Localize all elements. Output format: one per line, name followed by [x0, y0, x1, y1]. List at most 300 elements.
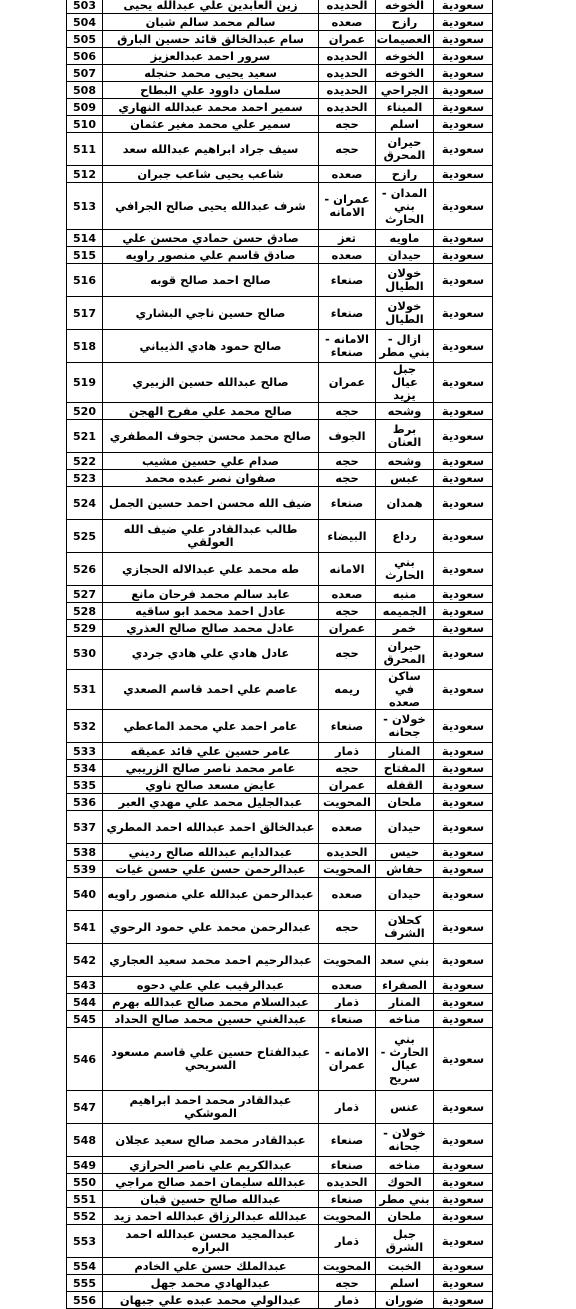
- governorate-cell: صنعاء: [319, 297, 376, 330]
- governorate-cell: حجه: [319, 470, 376, 487]
- governorate-cell: صعده: [319, 586, 376, 603]
- country-cell: سعودية: [434, 1208, 493, 1225]
- person-name-cell: عبدالرحمن محمد علي حمود الرحوي: [103, 911, 319, 944]
- row-number-cell: 551: [67, 1191, 103, 1208]
- governorate-cell: عمران - الامانه: [319, 183, 376, 230]
- governorate-cell: المحويت: [319, 1208, 376, 1225]
- country-cell: سعودية: [434, 620, 493, 637]
- governorate-cell: المحويت: [319, 861, 376, 878]
- country-cell: سعودية: [434, 710, 493, 743]
- district-cell: الجميمه: [376, 603, 434, 620]
- row-number-cell: 524: [67, 487, 103, 520]
- person-name-cell: عبدالهادي محمد جهل: [103, 1275, 319, 1292]
- district-cell: الخوخه: [376, 48, 434, 65]
- district-cell: ملحان: [376, 794, 434, 811]
- table-row: [67, 470, 493, 487]
- table-row: [67, 1174, 493, 1191]
- person-name-cell: سام عبدالخالق قائد حسين البارق: [103, 31, 319, 48]
- row-number-cell: 505: [67, 31, 103, 48]
- row-number-cell: 511: [67, 133, 103, 166]
- district-cell: كحلان الشرف: [376, 911, 434, 944]
- table-row: [67, 811, 493, 844]
- person-name-cell: صالح احمد صالح قوبه: [103, 264, 319, 297]
- table-row: [67, 31, 493, 48]
- country-cell: سعودية: [434, 1292, 493, 1309]
- country-cell: سعودية: [434, 670, 493, 710]
- table-row: [67, 1191, 493, 1208]
- table-row: [67, 637, 493, 670]
- row-number-cell: 538: [67, 844, 103, 861]
- person-name-cell: عايض مسعد صالح ناوي: [103, 777, 319, 794]
- district-cell: حيدان: [376, 247, 434, 264]
- records-table-body: [67, 0, 493, 1309]
- country-cell: سعودية: [434, 420, 493, 453]
- governorate-cell: حجه: [319, 453, 376, 470]
- table-row: [67, 1225, 493, 1258]
- district-cell: خولان - جحانه: [376, 710, 434, 743]
- district-cell: حفاش: [376, 861, 434, 878]
- governorate-cell: الحديده: [319, 0, 376, 14]
- district-cell: بني الحارث - عيال سريح: [376, 1028, 434, 1091]
- row-number-cell: 522: [67, 453, 103, 470]
- governorate-cell: ذمار: [319, 1292, 376, 1309]
- district-cell: خولان الطيال: [376, 264, 434, 297]
- row-number-cell: 504: [67, 14, 103, 31]
- table-row: [67, 861, 493, 878]
- district-cell: همدان: [376, 487, 434, 520]
- person-name-cell: عامر احمد علي محمد الماعطي: [103, 710, 319, 743]
- table-row: [67, 586, 493, 603]
- table-row: [67, 264, 493, 297]
- row-number-cell: 535: [67, 777, 103, 794]
- row-number-cell: 548: [67, 1124, 103, 1157]
- governorate-cell: صنعاء: [319, 1191, 376, 1208]
- row-number-cell: 542: [67, 944, 103, 977]
- governorate-cell: عمران: [319, 363, 376, 403]
- table-row: [67, 183, 493, 230]
- governorate-cell: حجه: [319, 1275, 376, 1292]
- district-cell: المفتاح: [376, 760, 434, 777]
- governorate-cell: صعده: [319, 166, 376, 183]
- person-name-cell: عبدالرحمن عبدالله علي منصور راويه: [103, 878, 319, 911]
- table-row: [67, 1091, 493, 1124]
- row-number-cell: 530: [67, 637, 103, 670]
- row-number-cell: 507: [67, 65, 103, 82]
- table-row: [67, 994, 493, 1011]
- district-cell: مناخه: [376, 1157, 434, 1174]
- row-number-cell: 531: [67, 670, 103, 710]
- governorate-cell: ريمه: [319, 670, 376, 710]
- person-name-cell: سلمان داوود علي البطاح: [103, 82, 319, 99]
- country-cell: سعودية: [434, 48, 493, 65]
- row-number-cell: 549: [67, 1157, 103, 1174]
- governorate-cell: الحديده: [319, 844, 376, 861]
- row-number-cell: 552: [67, 1208, 103, 1225]
- district-cell: ساكن في صعده: [376, 670, 434, 710]
- person-name-cell: عادل احمد محمد ابو ساقيه: [103, 603, 319, 620]
- governorate-cell: الحديده: [319, 1174, 376, 1191]
- district-cell: ازال - بني مطر: [376, 330, 434, 363]
- governorate-cell: البيضاء: [319, 520, 376, 553]
- district-cell: حيران المحرق: [376, 133, 434, 166]
- person-name-cell: عابد سالم محمد فرحان مانع: [103, 586, 319, 603]
- district-cell: وشحه: [376, 453, 434, 470]
- governorate-cell: الجوف: [319, 420, 376, 453]
- row-number-cell: 554: [67, 1258, 103, 1275]
- row-number-cell: 537: [67, 811, 103, 844]
- person-name-cell: سمير احمد محمد عبدالله النهاري: [103, 99, 319, 116]
- governorate-cell: تعز: [319, 230, 376, 247]
- governorate-cell: صعده: [319, 811, 376, 844]
- district-cell: حيران المحرق: [376, 637, 434, 670]
- table-row: [67, 911, 493, 944]
- country-cell: سعودية: [434, 0, 493, 14]
- country-cell: سعودية: [434, 553, 493, 586]
- country-cell: سعودية: [434, 247, 493, 264]
- district-cell: اسلم: [376, 1275, 434, 1292]
- country-cell: سعودية: [434, 264, 493, 297]
- table-row: [67, 878, 493, 911]
- person-name-cell: شرف عبدالله يحيى صالح الجرافي: [103, 183, 319, 230]
- district-cell: رداع: [376, 520, 434, 553]
- row-number-cell: 515: [67, 247, 103, 264]
- person-name-cell: عبدالسلام محمد صالح عبدالله بهرم: [103, 994, 319, 1011]
- country-cell: سعودية: [434, 520, 493, 553]
- person-name-cell: عبدالله صالح حسين قبان: [103, 1191, 319, 1208]
- country-cell: سعودية: [434, 1124, 493, 1157]
- row-number-cell: 518: [67, 330, 103, 363]
- governorate-cell: صعده: [319, 977, 376, 994]
- district-cell: العصيمات: [376, 31, 434, 48]
- country-cell: سعودية: [434, 777, 493, 794]
- table-row: [67, 710, 493, 743]
- country-cell: سعودية: [434, 470, 493, 487]
- row-number-cell: 529: [67, 620, 103, 637]
- district-cell: رازح: [376, 14, 434, 31]
- row-number-cell: 550: [67, 1174, 103, 1191]
- person-name-cell: سالم محمد سالم شبان: [103, 14, 319, 31]
- district-cell: الخوخه: [376, 65, 434, 82]
- governorate-cell: الامانه: [319, 553, 376, 586]
- row-number-cell: 526: [67, 553, 103, 586]
- row-number-cell: 517: [67, 297, 103, 330]
- person-name-cell: عبدالخالق احمد عبدالله احمد المطري: [103, 811, 319, 844]
- person-name-cell: عبدالدايم عبدالله صالح رديني: [103, 844, 319, 861]
- table-row: [67, 1124, 493, 1157]
- table-row: [67, 1208, 493, 1225]
- district-cell: حيدان: [376, 811, 434, 844]
- table-row: [67, 116, 493, 133]
- row-number-cell: 516: [67, 264, 103, 297]
- table-row: [67, 487, 493, 520]
- person-name-cell: عبدالغني حسين محمد صالح الحداد: [103, 1011, 319, 1028]
- person-name-cell: زين العابدين علي عبدالله يحيى: [103, 0, 319, 14]
- country-cell: سعودية: [434, 794, 493, 811]
- district-cell: ماويه: [376, 230, 434, 247]
- row-number-cell: 556: [67, 1292, 103, 1309]
- country-cell: سعودية: [434, 603, 493, 620]
- person-name-cell: عبدالقادر محمد صالح سعيد عجلان: [103, 1124, 319, 1157]
- person-name-cell: عبدالجليل محمد علي مهدي العبر: [103, 794, 319, 811]
- governorate-cell: الامانه - عمران: [319, 1028, 376, 1091]
- table-row: [67, 99, 493, 116]
- district-cell: بني الحارث: [376, 553, 434, 586]
- country-cell: سعودية: [434, 330, 493, 363]
- district-cell: الجراحي: [376, 82, 434, 99]
- table-row: [67, 297, 493, 330]
- table-row: [67, 65, 493, 82]
- governorate-cell: حجه: [319, 403, 376, 420]
- person-name-cell: عبدالرحمن حسن علي حسن غيات: [103, 861, 319, 878]
- country-cell: سعودية: [434, 453, 493, 470]
- country-cell: سعودية: [434, 844, 493, 861]
- district-cell: عبس: [376, 470, 434, 487]
- country-cell: سعودية: [434, 911, 493, 944]
- district-cell: اسلم: [376, 116, 434, 133]
- table-row: [67, 14, 493, 31]
- person-name-cell: صدام علي حسين مشيب: [103, 453, 319, 470]
- country-cell: سعودية: [434, 65, 493, 82]
- row-number-cell: 539: [67, 861, 103, 878]
- district-cell: برط العنان: [376, 420, 434, 453]
- row-number-cell: 506: [67, 48, 103, 65]
- row-number-cell: 513: [67, 183, 103, 230]
- country-cell: سعودية: [434, 994, 493, 1011]
- table-row: [67, 403, 493, 420]
- person-name-cell: عبدالمجيد محسن عبدالله احمد البراره: [103, 1225, 319, 1258]
- table-row: [67, 48, 493, 65]
- country-cell: سعودية: [434, 403, 493, 420]
- governorate-cell: المحويت: [319, 1258, 376, 1275]
- district-cell: منبه: [376, 586, 434, 603]
- governorate-cell: صعده: [319, 878, 376, 911]
- country-cell: سعودية: [434, 1091, 493, 1124]
- district-cell: الخبت: [376, 1258, 434, 1275]
- person-name-cell: عبدالولي محمد عبده علي جبهان: [103, 1292, 319, 1309]
- table-row: [67, 603, 493, 620]
- district-cell: حيدان: [376, 878, 434, 911]
- table-row: [67, 133, 493, 166]
- person-name-cell: طالب عبدالقادر علي ضيف الله العولقي: [103, 520, 319, 553]
- row-number-cell: 521: [67, 420, 103, 453]
- country-cell: سعودية: [434, 811, 493, 844]
- governorate-cell: حجه: [319, 133, 376, 166]
- country-cell: سعودية: [434, 14, 493, 31]
- table-row: [67, 330, 493, 363]
- person-name-cell: طه محمد علي عبدالاله الحجازي: [103, 553, 319, 586]
- table-row: [67, 977, 493, 994]
- governorate-cell: صعده: [319, 247, 376, 264]
- governorate-cell: حجه: [319, 911, 376, 944]
- governorate-cell: المحويت: [319, 944, 376, 977]
- district-cell: حيس: [376, 844, 434, 861]
- row-number-cell: 540: [67, 878, 103, 911]
- country-cell: سعودية: [434, 1157, 493, 1174]
- country-cell: سعودية: [434, 1258, 493, 1275]
- country-cell: سعودية: [434, 183, 493, 230]
- country-cell: سعودية: [434, 586, 493, 603]
- district-cell: بني سعد: [376, 944, 434, 977]
- governorate-cell: عمران: [319, 620, 376, 637]
- district-cell: خولان الطيال: [376, 297, 434, 330]
- row-number-cell: 525: [67, 520, 103, 553]
- table-row: [67, 82, 493, 99]
- district-cell: خمر: [376, 620, 434, 637]
- row-number-cell: 534: [67, 760, 103, 777]
- row-number-cell: 536: [67, 794, 103, 811]
- country-cell: سعودية: [434, 133, 493, 166]
- district-cell: بني مطر: [376, 1191, 434, 1208]
- table-row: [67, 760, 493, 777]
- table-row: [67, 777, 493, 794]
- person-name-cell: عبدالرقيب علي علي دحوه: [103, 977, 319, 994]
- person-name-cell: صالح محمد علي مفرح الهجن: [103, 403, 319, 420]
- row-number-cell: 527: [67, 586, 103, 603]
- country-cell: سعودية: [434, 944, 493, 977]
- governorate-cell: ذمار: [319, 994, 376, 1011]
- row-number-cell: 533: [67, 743, 103, 760]
- person-name-cell: ضيف الله محسن احمد حسين الجمل: [103, 487, 319, 520]
- country-cell: سعودية: [434, 230, 493, 247]
- governorate-cell: صنعاء: [319, 1157, 376, 1174]
- country-cell: سعودية: [434, 1028, 493, 1091]
- district-cell: ملحان: [376, 1208, 434, 1225]
- district-cell: الخوخه: [376, 0, 434, 14]
- table-row: [67, 247, 493, 264]
- governorate-cell: الحديده: [319, 82, 376, 99]
- person-name-cell: سعيد يحيى محمد حنجله: [103, 65, 319, 82]
- district-cell: المنار: [376, 743, 434, 760]
- person-name-cell: عاصم علي احمد قاسم الصعدي: [103, 670, 319, 710]
- person-name-cell: صالح حسين ناجي البشاري: [103, 297, 319, 330]
- person-name-cell: سرور احمد عبدالعزيز: [103, 48, 319, 65]
- district-cell: المدان - بني الحارث: [376, 183, 434, 230]
- country-cell: سعودية: [434, 363, 493, 403]
- country-cell: سعودية: [434, 99, 493, 116]
- row-number-cell: 541: [67, 911, 103, 944]
- governorate-cell: الامانه - صنعاء: [319, 330, 376, 363]
- person-name-cell: عبدالرحيم احمد محمد سعيد العجاري: [103, 944, 319, 977]
- person-name-cell: عبدالله عبدالرزاق عبدالله احمد زيد: [103, 1208, 319, 1225]
- governorate-cell: صنعاء: [319, 1124, 376, 1157]
- governorate-cell: حجه: [319, 116, 376, 133]
- row-number-cell: 509: [67, 99, 103, 116]
- row-number-cell: 528: [67, 603, 103, 620]
- person-name-cell: صالح عبدالله حسين الزبيري: [103, 363, 319, 403]
- district-cell: المنار: [376, 994, 434, 1011]
- row-number-cell: 512: [67, 166, 103, 183]
- governorate-cell: صنعاء: [319, 1011, 376, 1028]
- country-cell: سعودية: [434, 297, 493, 330]
- governorate-cell: صنعاء: [319, 710, 376, 743]
- district-cell: جبل الشرق: [376, 1225, 434, 1258]
- country-cell: سعودية: [434, 977, 493, 994]
- person-name-cell: صالح محمد محسن جحوف المطفري: [103, 420, 319, 453]
- row-number-cell: 543: [67, 977, 103, 994]
- table-row: [67, 166, 493, 183]
- row-number-cell: 555: [67, 1275, 103, 1292]
- row-number-cell: 523: [67, 470, 103, 487]
- governorate-cell: حجه: [319, 637, 376, 670]
- table-row: [67, 553, 493, 586]
- row-number-cell: 545: [67, 1011, 103, 1028]
- country-cell: سعودية: [434, 878, 493, 911]
- person-name-cell: عبدالملك حسن علي الخادم: [103, 1258, 319, 1275]
- person-name-cell: شاعب يحيى شاعب جبران: [103, 166, 319, 183]
- governorate-cell: حجه: [319, 760, 376, 777]
- person-name-cell: صادق حسن حمادي محسن علي: [103, 230, 319, 247]
- person-name-cell: صالح حمود هادي الذيباني: [103, 330, 319, 363]
- district-cell: ضوران: [376, 1292, 434, 1309]
- table-row: [67, 420, 493, 453]
- country-cell: سعودية: [434, 116, 493, 133]
- country-cell: سعودية: [434, 743, 493, 760]
- country-cell: سعودية: [434, 1011, 493, 1028]
- person-name-cell: صادق قاسم علي منصور راويه: [103, 247, 319, 264]
- person-name-cell: عبدالله سليمان احمد صالح مراجي: [103, 1174, 319, 1191]
- table-row: [67, 844, 493, 861]
- country-cell: سعودية: [434, 861, 493, 878]
- person-name-cell: عادل هادي علي هادي جردي: [103, 637, 319, 670]
- district-cell: رازح: [376, 166, 434, 183]
- table-row: [67, 1011, 493, 1028]
- country-cell: سعودية: [434, 1275, 493, 1292]
- row-number-cell: 532: [67, 710, 103, 743]
- person-name-cell: عبدالكريم علي ناصر الحرازي: [103, 1157, 319, 1174]
- country-cell: سعودية: [434, 1191, 493, 1208]
- person-name-cell: عادل محمد صالح صالح العذري: [103, 620, 319, 637]
- district-cell: مناخه: [376, 1011, 434, 1028]
- governorate-cell: الحديده: [319, 99, 376, 116]
- table-row: [67, 1258, 493, 1275]
- governorate-cell: ذمار: [319, 1225, 376, 1258]
- country-cell: سعودية: [434, 31, 493, 48]
- country-cell: سعودية: [434, 637, 493, 670]
- governorate-cell: عمران: [319, 31, 376, 48]
- table-row: [67, 743, 493, 760]
- table-row: [67, 620, 493, 637]
- governorate-cell: الحديده: [319, 48, 376, 65]
- person-name-cell: عامر حسين علي قائد عميقه: [103, 743, 319, 760]
- row-number-cell: 508: [67, 82, 103, 99]
- district-cell: الحوك: [376, 1174, 434, 1191]
- table-row: [67, 670, 493, 710]
- row-number-cell: 519: [67, 363, 103, 403]
- district-cell: خولان - جحانه: [376, 1124, 434, 1157]
- table-row: [67, 1292, 493, 1309]
- person-name-cell: صفوان نصر عبده محمد: [103, 470, 319, 487]
- row-number-cell: 547: [67, 1091, 103, 1124]
- row-number-cell: 503: [67, 0, 103, 14]
- district-cell: عنس: [376, 1091, 434, 1124]
- table-row: [67, 1157, 493, 1174]
- governorate-cell: صنعاء: [319, 487, 376, 520]
- governorate-cell: ذمار: [319, 743, 376, 760]
- row-number-cell: 546: [67, 1028, 103, 1091]
- table-row: [67, 794, 493, 811]
- governorate-cell: الحديده: [319, 65, 376, 82]
- country-cell: سعودية: [434, 1225, 493, 1258]
- records-table: [66, 0, 493, 1309]
- governorate-cell: عمران: [319, 777, 376, 794]
- district-cell: وشحه: [376, 403, 434, 420]
- table-row: [67, 453, 493, 470]
- table-row: [67, 363, 493, 403]
- table-row: [67, 1028, 493, 1091]
- country-cell: سعودية: [434, 487, 493, 520]
- governorate-cell: صنعاء: [319, 264, 376, 297]
- row-number-cell: 514: [67, 230, 103, 247]
